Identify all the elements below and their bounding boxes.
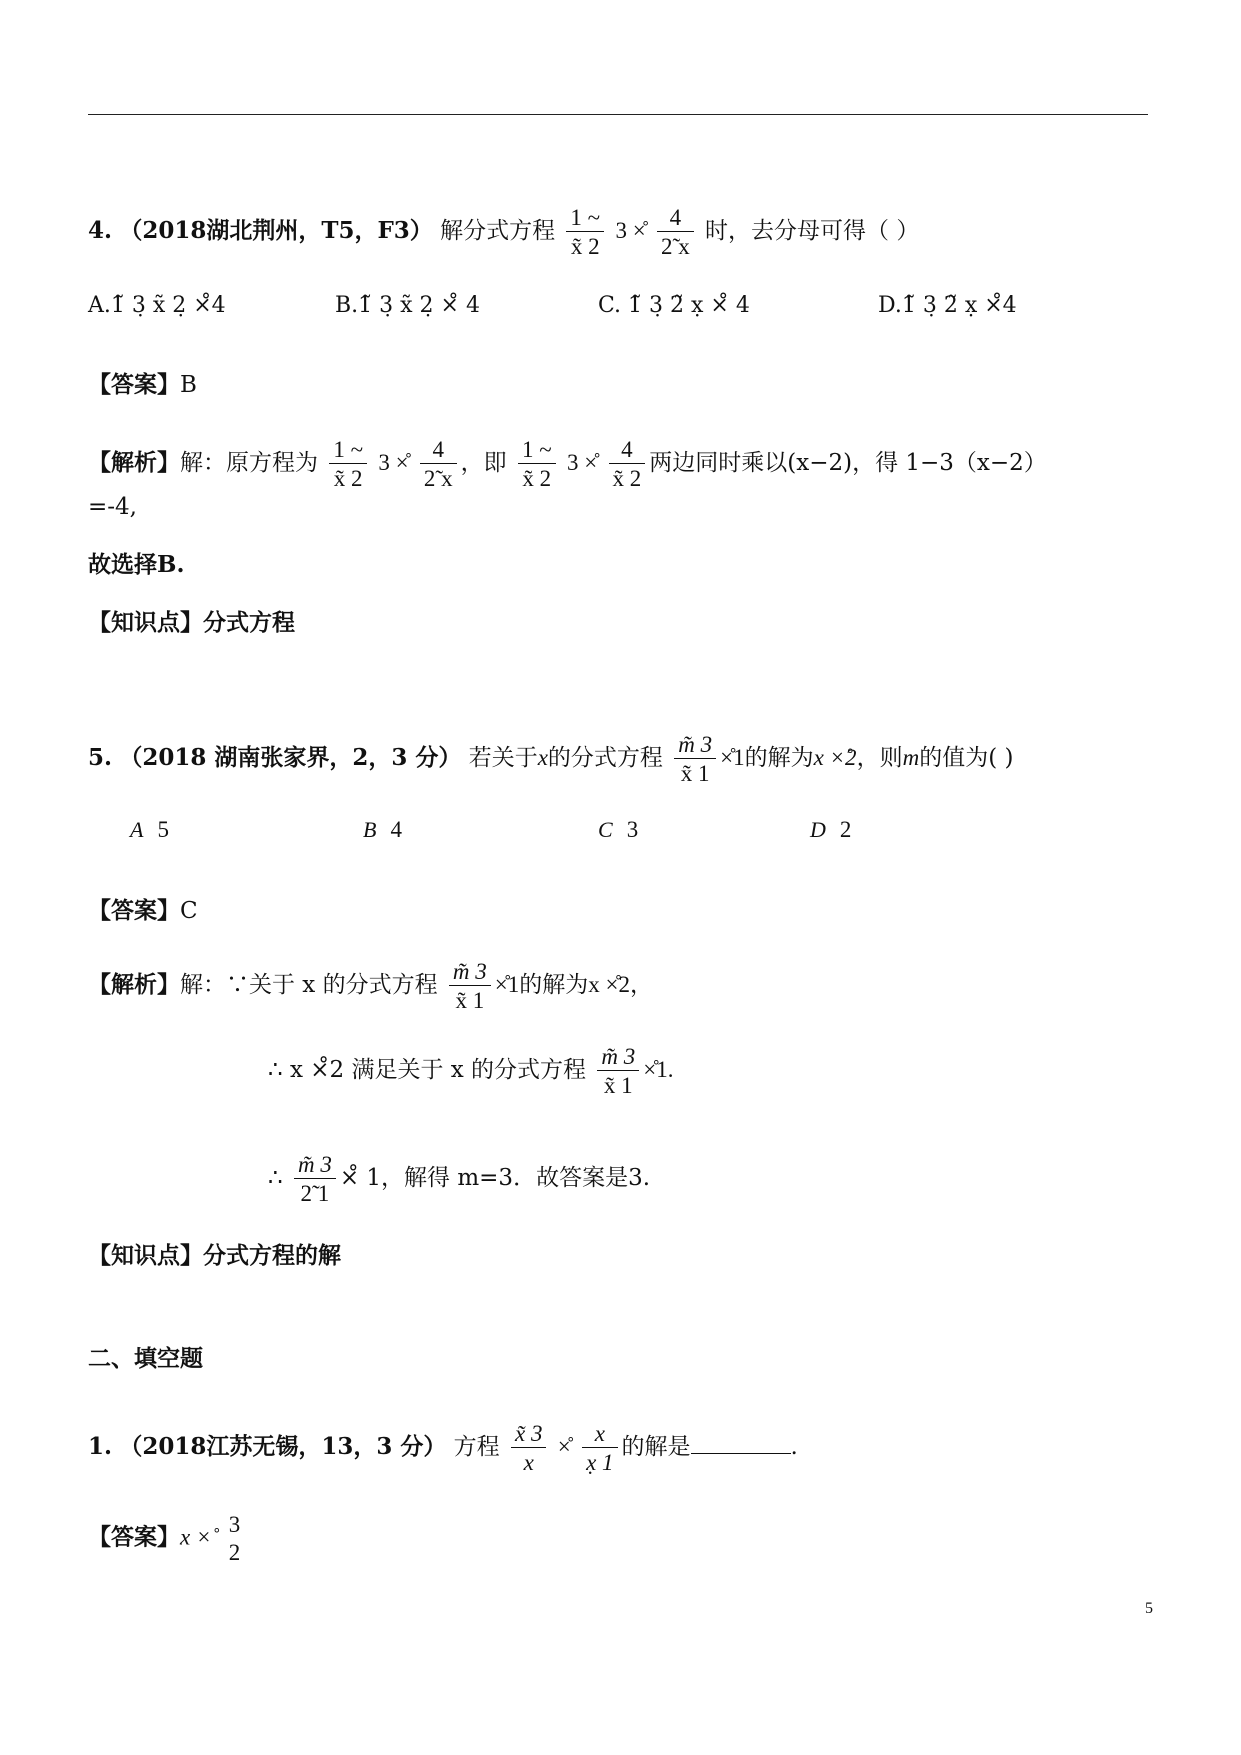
f1-source: （2018江苏无锡，13，3 分）	[119, 1433, 447, 1460]
q5-analysis-fraction-1: $\frac{m̃ 3}{x̃ 1}$	[449, 960, 491, 1012]
f1-answer-fraction: 3 2	[228, 1512, 241, 1565]
q5-analysis-fraction-3: $\frac{m̃ 3}{2̃ 1}$	[294, 1153, 336, 1205]
q4-stem-tail: 时，去分母可得（ ）	[705, 218, 920, 244]
q4-analysis: 【解析】解：原方程为 $\frac{1 \sim}{x̃ 2}$ 3 ×̊ $\frac{4}{2̃ x}$ ，即 $\frac{1 \sim}{x̃ 2}$ 3 ×̊ $\frac{4}{x̃ 2}$ 两边同时乘以(x−2)，得 1−3（x−2）	[88, 437, 1047, 491]
q5-analysis-fraction-2: $\frac{m̃ 3}{x̃ 1}$	[597, 1045, 639, 1097]
q4-fraction-2: $\frac{4}{2̃ x}$	[657, 206, 694, 258]
section-fill-blank-title: 二、填空题	[88, 1345, 203, 1372]
q5-analysis-1: 【解析】解：∵关于 x 的分式方程 $\frac{m̃ 3}{x̃ 1}$ ×̊1的解为x ×̊2，	[88, 959, 653, 1013]
q5-answer-value: C	[180, 898, 198, 924]
f1-fraction-2: $\frac{x}{x̣ 1}$	[582, 1422, 617, 1474]
q5-option-c: C 3	[598, 817, 639, 842]
q5-source: （2018 湖南张家界，2，3 分）	[119, 744, 462, 771]
q5-option-a: A 5	[130, 817, 169, 842]
q4-option-c: C. 1̃ 3̣ 2̃ x̣ ×̊ 4	[598, 293, 750, 318]
q4-number: 4.	[88, 217, 113, 244]
q4-analysis-fraction-3: $\frac{1 \sim}{x̃ 2}$	[518, 438, 556, 490]
q4-fraction-1: $\frac{1 \sim}{x̃ 2}$	[566, 206, 604, 258]
q5-analysis-3: ∴ $\frac{m̃ 3}{2̃ 1}$ ×̊ 1，解得 m=3．故答案是3.	[268, 1152, 651, 1206]
q5-option-d: D 2	[810, 817, 852, 842]
q4-option-a: A.1̃ 3̣ x̃ 2̣ ×̊4	[88, 293, 226, 318]
q4-operator: 3 ×̊	[615, 218, 646, 243]
q5-answer: 【答案】C	[88, 897, 198, 924]
page-number: 5	[1145, 1600, 1153, 1617]
q4-option-d: D.1̃ 3̣ 2̃ x̣ ×̊4	[878, 293, 1017, 318]
q4-option-b: B.1̃ 3̣ x̃ 2̣ ×̊ 4	[335, 293, 480, 318]
q4-analysis-fraction-1: $\frac{1 \sim}{x̃ 2}$	[329, 438, 367, 490]
f1-answer-blank	[691, 1433, 791, 1454]
f1-number: 1.	[88, 1433, 113, 1460]
q4-analysis-fraction-4: $\frac{4}{x̃ 2}$	[609, 438, 646, 490]
f1-stem: 1. （2018江苏无锡，13，3 分） 方程 $\frac{x̃ 3}{x}$ ×̊ $\frac{x}{x̣ 1}$ 的解是 .	[88, 1421, 798, 1475]
q4-knowledge: 【知识点】分式方程	[88, 609, 295, 636]
q5-knowledge: 【知识点】分式方程的解	[88, 1242, 341, 1269]
q5-stem: 5. （2018 湖南张家界，2，3 分） 若关于x的分式方程 $\frac{m̃ 3}{x̃ 1}$ ×̊1的解为x ×̊2，则m的值为( )	[88, 732, 1014, 786]
q4-conclusion: 故选择B.	[88, 551, 185, 578]
q4-analysis-fraction-2: $\frac{4}{2̃ x}$	[420, 438, 457, 490]
q4-stem	[88, 206, 919, 258]
q4-stem-text: 解分式方程	[440, 218, 556, 244]
header-rule	[88, 114, 1148, 115]
f1-answer: 【答案】x ×̊ 3 2	[88, 1513, 248, 1564]
q4-answer-value: B	[180, 372, 197, 398]
q5-option-b: B 4	[363, 817, 402, 842]
q5-number: 5.	[88, 744, 113, 771]
q5-fraction: $\frac{m̃ 3}{x̃ 1}$	[674, 733, 716, 785]
q4-answer: 【答案】B	[88, 371, 197, 398]
f1-fraction-1: $\frac{x̃ 3}{x}$	[511, 1422, 546, 1474]
q4-source: （2018湖北荆州，T5，F3）	[119, 217, 433, 244]
q5-analysis-2: ∴ x ×̊2 满足关于 x 的分式方程 $\frac{m̃ 3}{x̃ 1}$ ×̊1.	[268, 1044, 674, 1098]
q4-analysis-cont: =-4,	[88, 494, 137, 520]
